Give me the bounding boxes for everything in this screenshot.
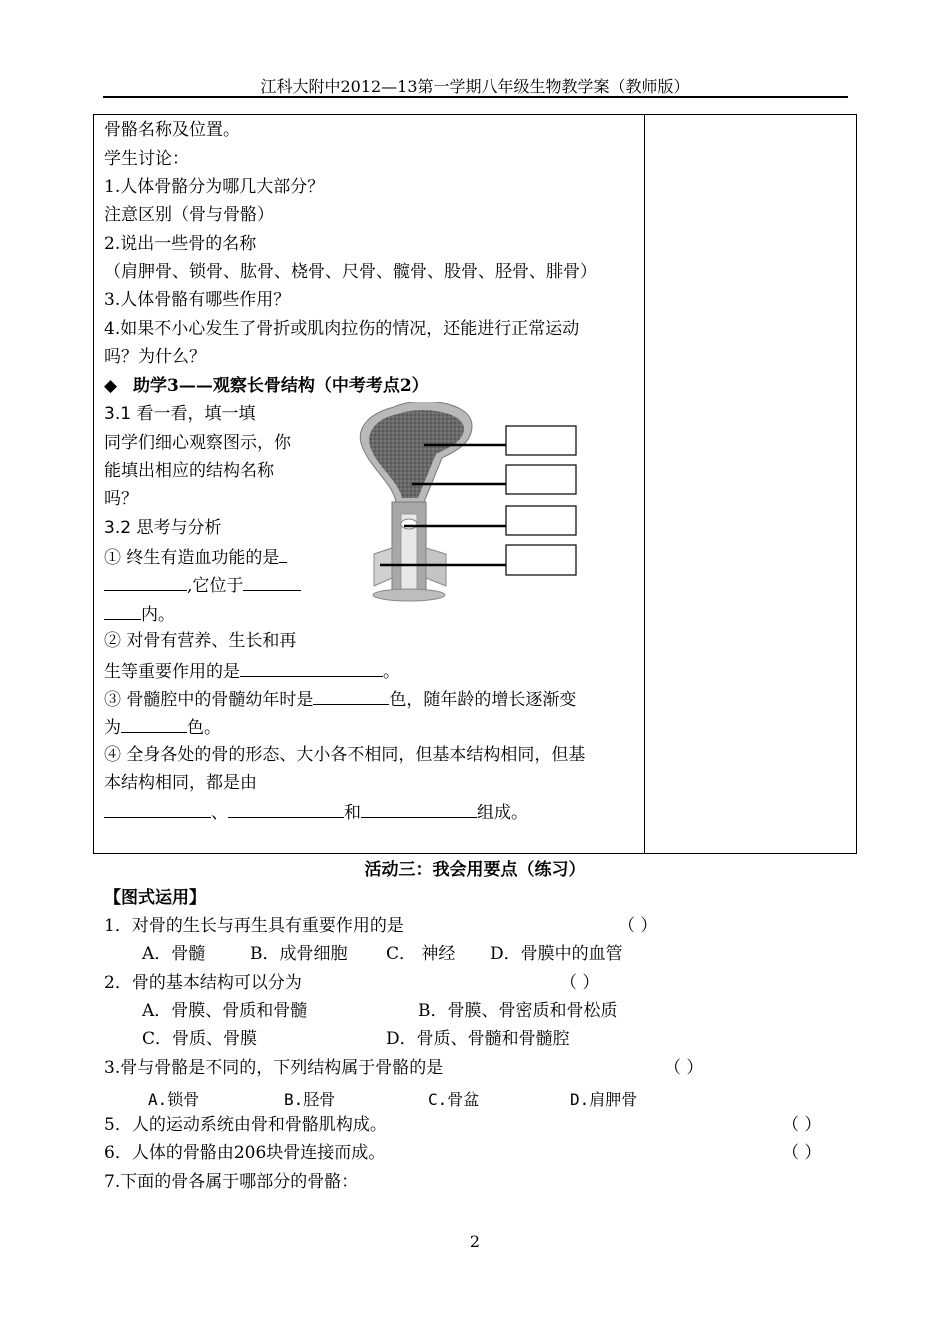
question-line	[104, 603, 175, 625]
text-line: ④ 全身各处的骨的形态、大小各不相同，但基本结构相同，但基	[104, 745, 586, 765]
text-line: 注意区别（骨与骨骼）	[104, 205, 274, 225]
question-line	[104, 546, 287, 568]
fill-blank[interactable]	[243, 574, 301, 591]
bone-base	[373, 589, 445, 601]
cavity-opening	[401, 519, 417, 529]
header-rule	[103, 96, 848, 98]
question-line	[104, 660, 400, 682]
option[interactable]: A．骨髓	[142, 944, 206, 964]
question-q1: 1．对骨的生长与再生具有重要作用的是	[104, 916, 404, 936]
text-line: （肩胛骨、锁骨、肱骨、桡骨、尺骨、髋骨、股骨、胫骨、腓骨）	[104, 262, 597, 282]
activity-title: 活动三：我会用要点（练习）	[364, 860, 586, 880]
option[interactable]: D．骨膜中的血管	[490, 944, 623, 964]
question-line	[104, 801, 528, 823]
fill-blank[interactable]	[104, 574, 187, 591]
text-line: 本结构相同，都是由	[104, 773, 257, 793]
answer-paren[interactable]: （ ）	[782, 1115, 822, 1135]
fill-blank[interactable]	[240, 660, 383, 677]
fill-blank[interactable]	[313, 688, 389, 705]
cut-shaft-back	[426, 548, 446, 586]
fill-blank[interactable]	[104, 801, 211, 818]
text-line: 能填出相应的结构名称	[104, 461, 274, 481]
question-q5: 5．人的运动系统由骨和骨骼肌构成。	[104, 1115, 387, 1135]
question-text: 为	[104, 718, 121, 738]
fill-blank[interactable]	[228, 801, 344, 818]
activity-subtitle: 【图式运用】	[104, 888, 206, 908]
subsection-title: 3.1 看一看，填一填	[104, 404, 256, 424]
question-text: 。	[383, 662, 400, 682]
answer-paren[interactable]: （ ）	[782, 1143, 822, 1163]
question-text: 生等重要作用的是	[104, 662, 240, 682]
text-line: 学生讨论：	[104, 149, 189, 169]
question-text: 内。	[141, 605, 175, 625]
option[interactable]: B.胫骨	[284, 1090, 336, 1109]
option[interactable]: B．骨膜、骨密质和骨松质	[418, 1001, 618, 1021]
option[interactable]: B．成骨细胞	[250, 944, 348, 964]
question-text: 和	[344, 803, 361, 823]
bullet-icon: ◆	[104, 376, 118, 396]
label-box[interactable]	[506, 465, 576, 494]
question-text: 、	[211, 803, 228, 823]
option[interactable]: A．骨膜、骨质和骨髓	[142, 1001, 308, 1021]
section-title: 助学3——观察长骨结构（中考考点2）	[133, 376, 429, 396]
option[interactable]: A.锁骨	[148, 1090, 200, 1109]
fill-blank[interactable]	[279, 546, 287, 563]
question-text: ,它位于	[187, 576, 244, 596]
option[interactable]: C.骨盆	[428, 1090, 480, 1109]
question-text: ① 终生有造血功能的是	[104, 548, 280, 568]
text-line: 吗？为什么？	[104, 347, 206, 367]
text-line: 2.说出一些骨的名称	[104, 234, 257, 254]
fill-blank[interactable]	[361, 801, 477, 818]
option[interactable]: D.肩胛骨	[570, 1090, 638, 1109]
question-text: ③ 骨髓腔中的骨髓幼年时是	[104, 690, 314, 710]
answer-paren[interactable]: （ ）	[618, 916, 658, 936]
question-line	[104, 574, 301, 596]
question-q3: 3.骨与骨骼是不同的，下列结构属于骨骼的是	[104, 1058, 444, 1078]
label-box[interactable]	[506, 545, 576, 575]
text-line: 4.如果不小心发生了骨折或肌肉拉伤的情况，还能进行正常运动	[104, 319, 580, 339]
subsection-title: 3.2 思考与分析	[104, 518, 222, 538]
answer-paren[interactable]: （ ）	[560, 973, 600, 993]
text-line: ② 对骨有营养、生长和再	[104, 631, 297, 651]
question-text: 色，随年龄的增长逐渐变	[389, 690, 577, 710]
option[interactable]: C．骨质、骨膜	[142, 1029, 258, 1049]
page-header: 江科大附中2012—13第一学期八年级生物教学案（教师版）	[260, 77, 690, 96]
text-line: 骨骼名称及位置。	[104, 120, 240, 140]
option[interactable]: C． 神经	[386, 944, 456, 964]
page-number: 2	[469, 1232, 481, 1251]
text-line: 3.人体骨骼有哪些作用？	[104, 290, 291, 310]
section-heading	[104, 376, 429, 396]
question-text: 组成。	[477, 803, 528, 823]
label-box[interactable]	[506, 506, 576, 535]
long-bone-diagram	[354, 402, 584, 602]
text-line: 同学们细心观察图示，你	[104, 433, 291, 453]
fill-blank[interactable]	[104, 603, 141, 620]
text-line: 1.人体骨骼分为哪几大部分？	[104, 177, 325, 197]
fill-blank[interactable]	[121, 716, 187, 733]
question-q6: 6．人体的骨骼由206块骨连接而成。	[104, 1143, 386, 1163]
text-line: 吗？	[104, 489, 138, 509]
label-box[interactable]	[506, 426, 576, 455]
question-q2: 2．骨的基本结构可以分为	[104, 973, 302, 993]
question-line	[104, 688, 576, 710]
question-q7: 7.下面的骨各属于哪部分的骨骼：	[104, 1172, 359, 1192]
answer-paren[interactable]: （ ）	[664, 1058, 704, 1078]
table-right-cell	[644, 114, 857, 854]
question-text: 色。	[187, 718, 221, 738]
option[interactable]: D．骨质、骨髓和骨髓腔	[386, 1029, 570, 1049]
cut-shaft-front	[374, 548, 392, 586]
question-line	[104, 716, 221, 738]
